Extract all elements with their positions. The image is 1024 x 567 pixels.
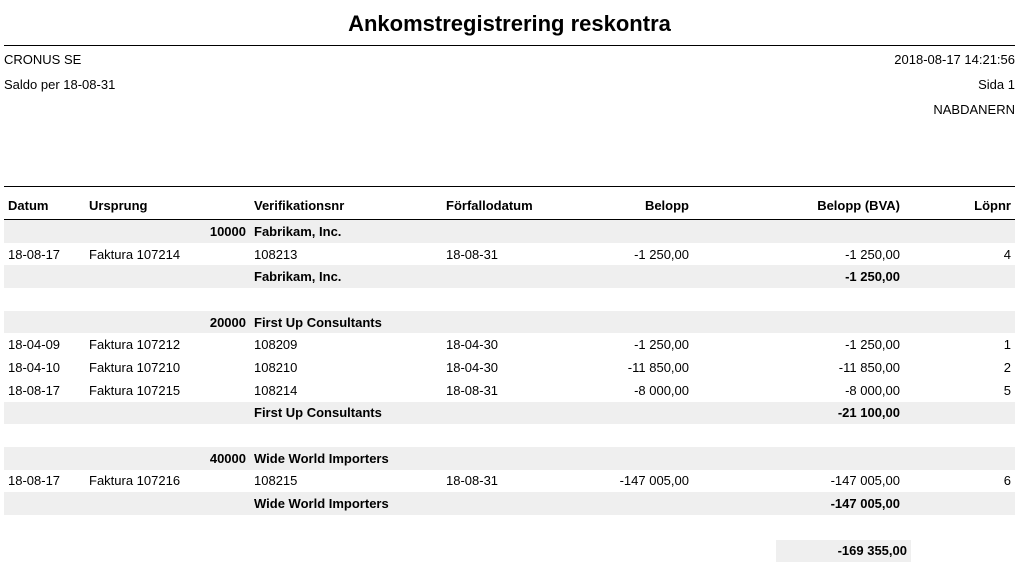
cell-datum: 18-04-09 bbox=[8, 337, 61, 353]
cell-forfallodatum: 18-08-31 bbox=[446, 382, 499, 398]
cell-belopp: -8 000,00 bbox=[634, 382, 689, 398]
col-datum: Datum bbox=[4, 192, 85, 220]
cell-belopp-bva: -8 000,00 bbox=[845, 382, 900, 398]
cell-verifikationsnr: 108214 bbox=[254, 382, 298, 398]
user-id: NABDANERN bbox=[933, 102, 1015, 117]
group-header-row bbox=[4, 220, 1015, 243]
cell-belopp: -1 250,00 bbox=[634, 246, 689, 262]
group-total: -147 005,00 bbox=[693, 492, 904, 515]
group-total-row bbox=[4, 402, 1015, 425]
table-row bbox=[4, 243, 1015, 266]
table-row bbox=[4, 379, 1015, 402]
grand-total: -169 355,00 bbox=[776, 540, 911, 562]
column-header-row bbox=[4, 192, 1015, 220]
group-total-label: Fabrikam, Inc. bbox=[250, 265, 442, 288]
cell-datum: 18-08-17 bbox=[8, 473, 61, 489]
cell-forfallodatum: 18-04-30 bbox=[446, 337, 499, 353]
spacer-row bbox=[4, 424, 1015, 447]
print-datetime: 2018-08-17 14:21:56 bbox=[894, 52, 1015, 67]
group-total: -1 250,00 bbox=[693, 265, 904, 288]
saldo-date: Saldo per 18-08-31 bbox=[4, 77, 116, 92]
group-name: Fabrikam, Inc. bbox=[250, 220, 442, 243]
cell-belopp-bva: -1 250,00 bbox=[845, 337, 900, 353]
cell-verifikationsnr: 108210 bbox=[254, 359, 298, 375]
cell-verifikationsnr: 108209 bbox=[254, 337, 298, 353]
cell-belopp-bva: -1 250,00 bbox=[845, 246, 900, 262]
cell-belopp-bva: -147 005,00 bbox=[830, 473, 900, 489]
cell-verifikationsnr: 108213 bbox=[254, 246, 298, 262]
cell-datum: 18-08-17 bbox=[8, 382, 61, 398]
col-lopnr: Löpnr bbox=[904, 192, 1015, 220]
page-number: Sida 1 bbox=[978, 77, 1015, 92]
group-number: 40000 bbox=[205, 447, 250, 470]
table-row bbox=[4, 470, 1015, 493]
cell-ursprung: Faktura 107215 bbox=[89, 382, 181, 398]
cell-lopnr: 4 bbox=[1003, 246, 1011, 262]
group-header-row bbox=[4, 311, 1015, 334]
cell-ursprung: Faktura 107216 bbox=[89, 473, 181, 489]
table-row bbox=[4, 333, 1015, 356]
group-total-label: Wide World Importers bbox=[250, 492, 442, 515]
cell-datum: 18-04-10 bbox=[8, 359, 61, 375]
title-rule bbox=[4, 45, 1015, 46]
cell-lopnr: 6 bbox=[1003, 473, 1011, 489]
group-name: First Up Consultants bbox=[250, 311, 442, 334]
ledger-table bbox=[4, 192, 1015, 515]
group-total-row bbox=[4, 265, 1015, 288]
cell-belopp: -1 250,00 bbox=[634, 337, 689, 353]
group-total-row bbox=[4, 492, 1015, 515]
report-title: Ankomstregistrering reskontra bbox=[348, 11, 671, 36]
col-belopp: Belopp bbox=[565, 192, 693, 220]
col-belopp-bva: Belopp (BVA) bbox=[693, 192, 904, 220]
cell-lopnr: 1 bbox=[1003, 337, 1011, 353]
spacer-row bbox=[4, 288, 1015, 311]
cell-forfallodatum: 18-04-30 bbox=[446, 359, 499, 375]
cell-forfallodatum: 18-08-31 bbox=[446, 473, 499, 489]
group-total-label: First Up Consultants bbox=[250, 402, 442, 425]
cell-forfallodatum: 18-08-31 bbox=[446, 246, 499, 262]
cell-ursprung: Faktura 107212 bbox=[89, 337, 181, 353]
group-number: 20000 bbox=[205, 311, 250, 334]
cell-lopnr: 2 bbox=[1003, 359, 1011, 375]
group-header-row bbox=[4, 447, 1015, 470]
cell-belopp-bva: -11 850,00 bbox=[838, 359, 900, 375]
header-rule bbox=[4, 186, 1015, 187]
cell-verifikationsnr: 108215 bbox=[254, 473, 298, 489]
cell-ursprung: Faktura 107214 bbox=[89, 246, 181, 262]
cell-belopp: -11 850,00 bbox=[627, 359, 689, 375]
cell-ursprung: Faktura 107210 bbox=[89, 359, 181, 375]
group-name: Wide World Importers bbox=[250, 447, 442, 470]
group-number: 10000 bbox=[205, 220, 250, 243]
company-name: CRONUS SE bbox=[4, 52, 82, 67]
col-verifikationsnr: Verifikationsnr bbox=[205, 192, 442, 220]
col-ursprung: Ursprung bbox=[85, 192, 205, 220]
cell-belopp: -147 005,00 bbox=[619, 473, 689, 489]
cell-lopnr: 5 bbox=[1003, 382, 1011, 398]
group-total: -21 100,00 bbox=[693, 402, 904, 425]
cell-datum: 18-08-17 bbox=[8, 246, 61, 262]
table-row bbox=[4, 356, 1015, 379]
col-forfallodatum: Förfallodatum bbox=[442, 192, 565, 220]
